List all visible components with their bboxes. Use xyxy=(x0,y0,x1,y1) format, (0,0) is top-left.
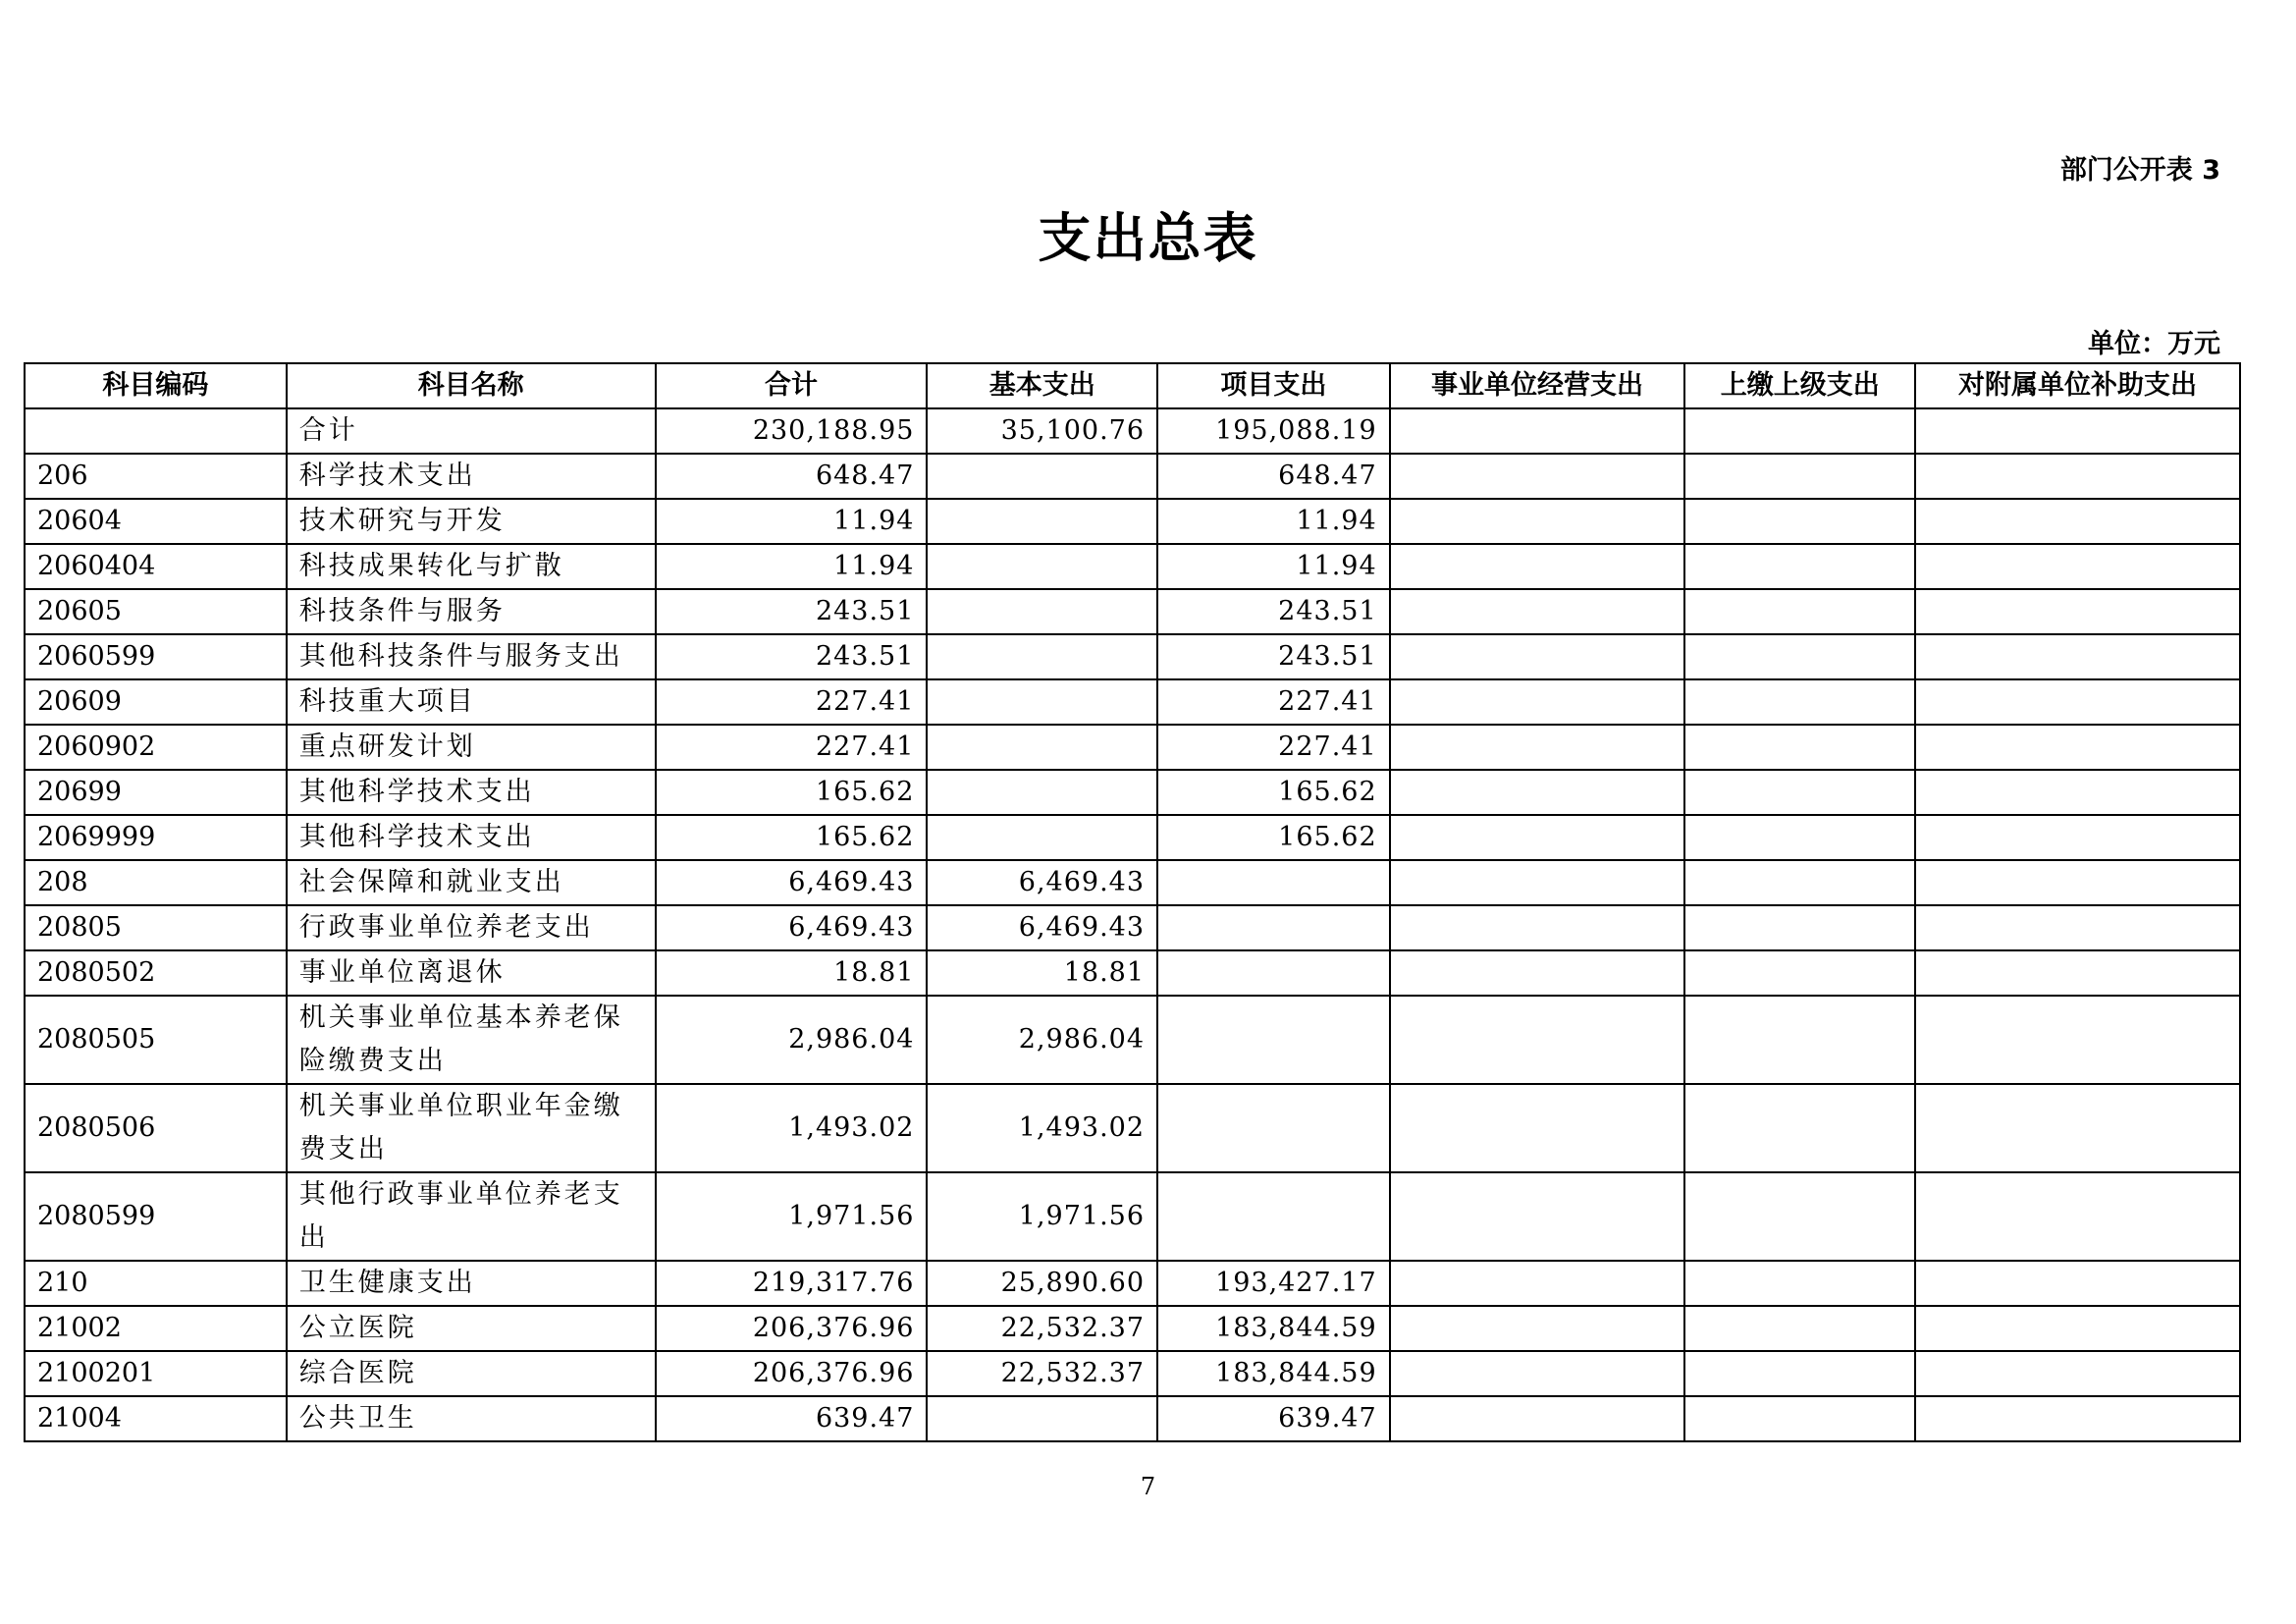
cell-name: 行政事业单位养老支出 xyxy=(287,905,656,950)
cell-project: 648.47 xyxy=(1157,454,1390,499)
cell-total: 227.41 xyxy=(656,679,928,725)
cell-code: 2060902 xyxy=(25,725,287,770)
cell-remit xyxy=(1684,634,1915,679)
table-row xyxy=(25,860,2240,905)
cell-name: 机关事业单位职业年金缴费支出 xyxy=(287,1084,656,1172)
cell-project xyxy=(1157,1172,1390,1261)
cell-total: 648.47 xyxy=(656,454,928,499)
cell-project: 165.62 xyxy=(1157,815,1390,860)
cell-subsidy xyxy=(1915,679,2240,725)
cell-project: 11.94 xyxy=(1157,544,1390,589)
cell-subsidy xyxy=(1915,634,2240,679)
table-row xyxy=(25,454,2240,499)
cell-total: 11.94 xyxy=(656,544,928,589)
cell-name: 公共卫生 xyxy=(287,1396,656,1441)
cell-remit xyxy=(1684,950,1915,996)
form-number: 部门公开表 3 xyxy=(2059,155,2220,186)
cell-total: 6,469.43 xyxy=(656,905,928,950)
cell-basic: 22,532.37 xyxy=(927,1306,1157,1351)
cell-total: 243.51 xyxy=(656,634,928,679)
cell-subsidy xyxy=(1915,1396,2240,1441)
cell-business xyxy=(1390,1172,1685,1261)
cell-basic: 18.81 xyxy=(927,950,1157,996)
cell-subsidy xyxy=(1915,408,2240,454)
cell-code: 2080506 xyxy=(25,1084,287,1172)
cell-basic: 22,532.37 xyxy=(927,1351,1157,1396)
page-title: 支出总表 xyxy=(1038,207,1258,269)
cell-business xyxy=(1390,860,1685,905)
table-row xyxy=(25,679,2240,725)
cell-remit xyxy=(1684,454,1915,499)
cell-total: 1,971.56 xyxy=(656,1172,928,1261)
cell-subsidy xyxy=(1915,1261,2240,1306)
table-header-row xyxy=(25,363,2240,408)
cell-basic xyxy=(927,589,1157,634)
cell-remit xyxy=(1684,499,1915,544)
cell-code: 2080502 xyxy=(25,950,287,996)
cell-remit xyxy=(1684,725,1915,770)
cell-business xyxy=(1390,589,1685,634)
cell-basic: 1,493.02 xyxy=(927,1084,1157,1172)
cell-business xyxy=(1390,815,1685,860)
cell-basic: 35,100.76 xyxy=(927,408,1157,454)
cell-code: 20699 xyxy=(25,770,287,815)
cell-basic xyxy=(927,679,1157,725)
cell-project: 639.47 xyxy=(1157,1396,1390,1441)
cell-remit xyxy=(1684,544,1915,589)
cell-total: 243.51 xyxy=(656,589,928,634)
cell-name: 机关事业单位基本养老保险缴费支出 xyxy=(287,996,656,1084)
cell-name: 合计 xyxy=(287,408,656,454)
cell-subsidy xyxy=(1915,1306,2240,1351)
cell-subsidy xyxy=(1915,815,2240,860)
column-header: 科目名称 xyxy=(287,363,656,408)
cell-code: 20604 xyxy=(25,499,287,544)
cell-name: 事业单位离退休 xyxy=(287,950,656,996)
cell-code: 20605 xyxy=(25,589,287,634)
cell-subsidy xyxy=(1915,1084,2240,1172)
cell-remit xyxy=(1684,996,1915,1084)
cell-project: 195,088.19 xyxy=(1157,408,1390,454)
cell-business xyxy=(1390,1261,1685,1306)
table-row xyxy=(25,725,2240,770)
table-row xyxy=(25,1261,2240,1306)
cell-project: 243.51 xyxy=(1157,634,1390,679)
cell-name: 其他行政事业单位养老支出 xyxy=(287,1172,656,1261)
cell-basic: 1,971.56 xyxy=(927,1172,1157,1261)
cell-basic xyxy=(927,1396,1157,1441)
cell-remit xyxy=(1684,1396,1915,1441)
table-row xyxy=(25,1172,2240,1261)
cell-subsidy xyxy=(1915,725,2240,770)
cell-project: 11.94 xyxy=(1157,499,1390,544)
page-number: 7 xyxy=(1140,1473,1156,1500)
cell-remit xyxy=(1684,1351,1915,1396)
cell-subsidy xyxy=(1915,544,2240,589)
cell-code: 20805 xyxy=(25,905,287,950)
cell-basic: 6,469.43 xyxy=(927,905,1157,950)
cell-name: 其他科技条件与服务支出 xyxy=(287,634,656,679)
cell-business xyxy=(1390,679,1685,725)
cell-business xyxy=(1390,1306,1685,1351)
column-header: 项目支出 xyxy=(1157,363,1390,408)
cell-subsidy xyxy=(1915,770,2240,815)
table-row xyxy=(25,1306,2240,1351)
cell-total: 165.62 xyxy=(656,815,928,860)
cell-code: 2060404 xyxy=(25,544,287,589)
cell-total: 230,188.95 xyxy=(656,408,928,454)
column-header: 合计 xyxy=(656,363,928,408)
cell-total: 11.94 xyxy=(656,499,928,544)
cell-name: 科技重大项目 xyxy=(287,679,656,725)
cell-project: 183,844.59 xyxy=(1157,1351,1390,1396)
table-row xyxy=(25,499,2240,544)
cell-business xyxy=(1390,725,1685,770)
cell-name: 科学技术支出 xyxy=(287,454,656,499)
table-row xyxy=(25,996,2240,1084)
cell-name: 重点研发计划 xyxy=(287,725,656,770)
cell-project xyxy=(1157,996,1390,1084)
table-row xyxy=(25,544,2240,589)
cell-project xyxy=(1157,905,1390,950)
cell-remit xyxy=(1684,770,1915,815)
cell-business xyxy=(1390,454,1685,499)
column-header: 科目编码 xyxy=(25,363,287,408)
cell-name: 卫生健康支出 xyxy=(287,1261,656,1306)
cell-name: 公立医院 xyxy=(287,1306,656,1351)
cell-code: 2080599 xyxy=(25,1172,287,1261)
cell-project: 227.41 xyxy=(1157,679,1390,725)
cell-remit xyxy=(1684,1084,1915,1172)
cell-total: 227.41 xyxy=(656,725,928,770)
cell-code: 21002 xyxy=(25,1306,287,1351)
cell-code xyxy=(25,408,287,454)
cell-basic: 6,469.43 xyxy=(927,860,1157,905)
table-row xyxy=(25,1396,2240,1441)
column-header: 事业单位经营支出 xyxy=(1390,363,1685,408)
cell-code: 210 xyxy=(25,1261,287,1306)
cell-business xyxy=(1390,905,1685,950)
cell-remit xyxy=(1684,589,1915,634)
cell-total: 165.62 xyxy=(656,770,928,815)
cell-total: 6,469.43 xyxy=(656,860,928,905)
cell-subsidy xyxy=(1915,905,2240,950)
table-row xyxy=(25,905,2240,950)
table-row xyxy=(25,1084,2240,1172)
cell-project: 243.51 xyxy=(1157,589,1390,634)
table-row xyxy=(25,408,2240,454)
cell-basic xyxy=(927,499,1157,544)
cell-total: 18.81 xyxy=(656,950,928,996)
cell-code: 2100201 xyxy=(25,1351,287,1396)
table-row xyxy=(25,950,2240,996)
cell-project: 193,427.17 xyxy=(1157,1261,1390,1306)
cell-name: 科技成果转化与扩散 xyxy=(287,544,656,589)
cell-code: 208 xyxy=(25,860,287,905)
cell-code: 2069999 xyxy=(25,815,287,860)
cell-basic xyxy=(927,770,1157,815)
cell-total: 206,376.96 xyxy=(656,1306,928,1351)
cell-project: 227.41 xyxy=(1157,725,1390,770)
cell-basic xyxy=(927,725,1157,770)
unit-label: 单位：万元 xyxy=(2088,329,2220,359)
cell-subsidy xyxy=(1915,950,2240,996)
cell-business xyxy=(1390,950,1685,996)
cell-code: 206 xyxy=(25,454,287,499)
table-row xyxy=(25,634,2240,679)
cell-subsidy xyxy=(1915,996,2240,1084)
cell-remit xyxy=(1684,905,1915,950)
cell-remit xyxy=(1684,860,1915,905)
cell-business xyxy=(1390,996,1685,1084)
cell-subsidy xyxy=(1915,1351,2240,1396)
cell-name: 综合医院 xyxy=(287,1351,656,1396)
table-row xyxy=(25,815,2240,860)
cell-project xyxy=(1157,1084,1390,1172)
cell-subsidy xyxy=(1915,454,2240,499)
cell-business xyxy=(1390,499,1685,544)
cell-total: 639.47 xyxy=(656,1396,928,1441)
cell-subsidy xyxy=(1915,589,2240,634)
cell-basic xyxy=(927,634,1157,679)
cell-business xyxy=(1390,634,1685,679)
cell-code: 20609 xyxy=(25,679,287,725)
cell-basic: 25,890.60 xyxy=(927,1261,1157,1306)
column-header: 上缴上级支出 xyxy=(1684,363,1915,408)
cell-business xyxy=(1390,1351,1685,1396)
cell-business xyxy=(1390,1084,1685,1172)
cell-total: 206,376.96 xyxy=(656,1351,928,1396)
cell-remit xyxy=(1684,408,1915,454)
cell-business xyxy=(1390,1396,1685,1441)
cell-name: 其他科学技术支出 xyxy=(287,770,656,815)
cell-basic xyxy=(927,815,1157,860)
column-header: 基本支出 xyxy=(927,363,1157,408)
cell-basic xyxy=(927,454,1157,499)
cell-subsidy xyxy=(1915,860,2240,905)
cell-code: 21004 xyxy=(25,1396,287,1441)
cell-business xyxy=(1390,408,1685,454)
cell-business xyxy=(1390,770,1685,815)
cell-total: 1,493.02 xyxy=(656,1084,928,1172)
cell-total: 219,317.76 xyxy=(656,1261,928,1306)
cell-name: 社会保障和就业支出 xyxy=(287,860,656,905)
cell-project xyxy=(1157,860,1390,905)
cell-name: 科技条件与服务 xyxy=(287,589,656,634)
cell-remit xyxy=(1684,815,1915,860)
cell-basic xyxy=(927,544,1157,589)
expenditure-table xyxy=(24,362,2241,1442)
cell-remit xyxy=(1684,1172,1915,1261)
cell-subsidy xyxy=(1915,499,2240,544)
cell-basic: 2,986.04 xyxy=(927,996,1157,1084)
table-row xyxy=(25,770,2240,815)
cell-project: 165.62 xyxy=(1157,770,1390,815)
table-body xyxy=(25,408,2240,1441)
cell-code: 2080505 xyxy=(25,996,287,1084)
cell-remit xyxy=(1684,1306,1915,1351)
cell-code: 2060599 xyxy=(25,634,287,679)
cell-business xyxy=(1390,544,1685,589)
cell-project: 183,844.59 xyxy=(1157,1306,1390,1351)
column-header: 对附属单位补助支出 xyxy=(1915,363,2240,408)
cell-remit xyxy=(1684,679,1915,725)
table-row xyxy=(25,589,2240,634)
cell-subsidy xyxy=(1915,1172,2240,1261)
cell-name: 其他科学技术支出 xyxy=(287,815,656,860)
cell-remit xyxy=(1684,1261,1915,1306)
cell-name: 技术研究与开发 xyxy=(287,499,656,544)
table-row xyxy=(25,1351,2240,1396)
cell-project xyxy=(1157,950,1390,996)
cell-total: 2,986.04 xyxy=(656,996,928,1084)
